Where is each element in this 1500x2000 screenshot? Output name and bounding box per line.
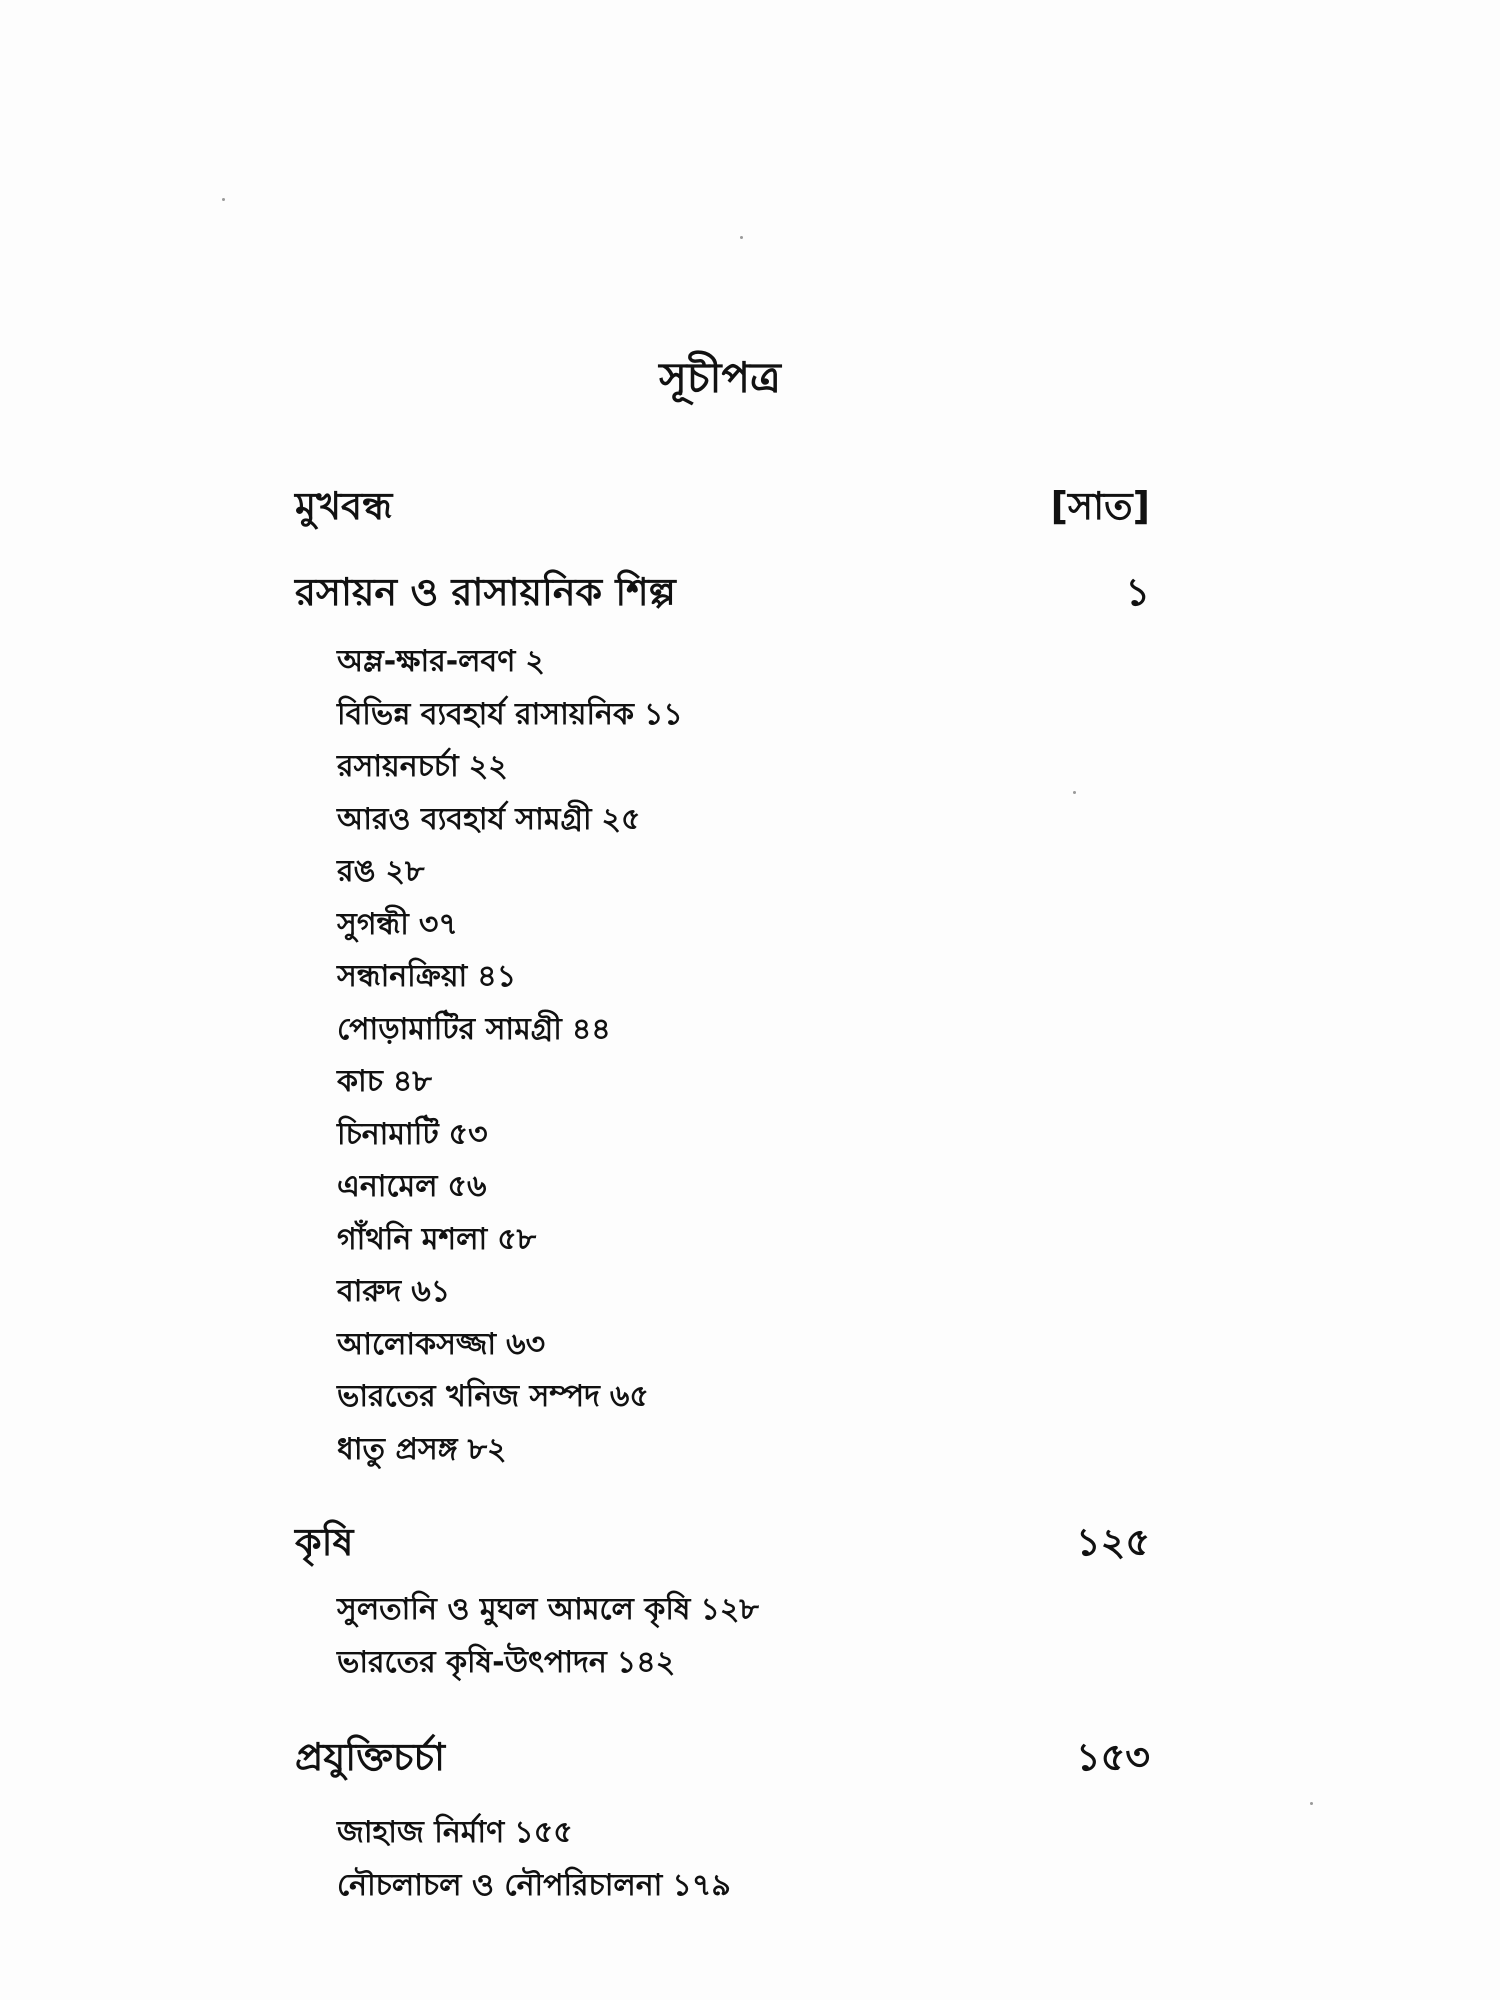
toc-entry-label: ভারতের খনিজ সম্পদ xyxy=(337,1379,600,1414)
toc-entry-label: জাহাজ নির্মাণ xyxy=(337,1815,505,1850)
toc-entry xyxy=(337,899,1150,952)
toc-entry-label: সুগন্ধী xyxy=(337,906,409,942)
toc-section xyxy=(295,1514,1150,1689)
toc-entry-page: ৬৩ xyxy=(506,1326,546,1362)
toc-section-heading xyxy=(295,1514,1150,1570)
toc-entry-label: আলোকসজ্জা xyxy=(337,1326,497,1362)
toc-entry xyxy=(337,1214,1150,1267)
toc-entry-page: ১৭৯ xyxy=(672,1867,731,1903)
toc-entry-page: ৪৪ xyxy=(571,1011,611,1047)
toc-entry xyxy=(337,1584,1150,1637)
paper-speck xyxy=(1310,1802,1313,1805)
toc-entry xyxy=(337,846,1150,899)
toc-entry-label: সন্ধানক্রিয়া xyxy=(337,959,468,994)
toc-entry-label: এনামেল xyxy=(337,1169,438,1204)
toc-section-title: প্রযুক্তিচর্চা xyxy=(295,1735,446,1779)
toc-section xyxy=(295,1729,1150,1912)
toc-subsection-list xyxy=(295,1584,1150,1689)
toc-entry xyxy=(337,1109,1150,1162)
toc-section-page: ১২৫ xyxy=(1075,1520,1150,1564)
toc-entry-label: রঙ xyxy=(337,854,376,889)
toc-entry-label: রসায়নচর্চা xyxy=(337,749,459,784)
toc-entry-page: ১২৮ xyxy=(700,1592,759,1627)
page-title: সূচীপত্র xyxy=(659,353,781,402)
toc-entry-page: ১৪২ xyxy=(616,1644,676,1680)
toc-entry-label: গাঁথনি মশলা xyxy=(337,1221,488,1257)
toc-entry-page: ৫৩ xyxy=(448,1116,488,1152)
toc-entry-page: ২২ xyxy=(468,749,508,784)
toc-entry-page: ৮২ xyxy=(467,1431,507,1467)
paper-speck xyxy=(222,198,225,201)
toc-section-heading xyxy=(295,1729,1150,1785)
toc-entry-label: ধাতু প্রসঙ্গ xyxy=(337,1431,458,1467)
toc-section-heading xyxy=(295,564,1150,620)
toc-entry-page: ২৮ xyxy=(385,854,425,889)
toc-section-page: ১ xyxy=(1125,570,1150,614)
toc-entry-page: ৫৬ xyxy=(447,1169,487,1204)
toc-entry-page: ৬৫ xyxy=(609,1379,649,1414)
toc-section-title: রসায়ন ও রাসায়নিক শিল্প xyxy=(295,570,676,614)
paper-speck xyxy=(740,236,743,239)
toc-entry xyxy=(337,636,1150,689)
toc-section-page: [সাত] xyxy=(1050,484,1150,528)
toc-entry xyxy=(337,1161,1150,1214)
toc-entry-label: আরও ব্যবহার্য সামগ্রী xyxy=(337,801,592,837)
toc-entry xyxy=(337,1004,1150,1057)
toc-entry xyxy=(337,1860,1150,1913)
toc-entry-page: ৪৮ xyxy=(392,1064,432,1099)
toc-subsection-list xyxy=(295,1807,1150,1912)
toc-subsection-list xyxy=(295,636,1150,1476)
toc-entry xyxy=(337,951,1150,1004)
toc-entry-label: বারুদ xyxy=(337,1274,402,1309)
toc-section xyxy=(295,564,1150,1476)
toc-entry-page: ৫৮ xyxy=(497,1221,537,1257)
toc-entry-page: ৪১ xyxy=(477,959,517,994)
toc-entry xyxy=(337,1056,1150,1109)
toc-entry-label: নৌচলাচল ও নৌপরিচালনা xyxy=(337,1867,663,1903)
toc-entry-label: সুলতানি ও মুঘল আমলে কৃষি xyxy=(337,1592,691,1627)
toc-entry xyxy=(337,1637,1150,1690)
toc-entry xyxy=(337,794,1150,847)
table-of-contents xyxy=(295,478,1150,1912)
toc-entry-label: কাচ xyxy=(337,1064,383,1099)
toc-section xyxy=(295,478,1150,534)
toc-entry xyxy=(337,689,1150,742)
toc-entry-label: পোড়ামাটির সামগ্রী xyxy=(337,1011,562,1047)
toc-entry-page: ২ xyxy=(525,644,545,679)
toc-entry-label: চিনামাটি xyxy=(337,1116,439,1152)
toc-entry-page: ২৫ xyxy=(601,801,641,837)
toc-entry-page: ৩৭ xyxy=(418,906,458,942)
toc-entry-label: বিভিন্ন ব্যবহার্য রাসায়নিক xyxy=(337,696,634,732)
toc-entry-page: ১৫৫ xyxy=(514,1815,573,1850)
toc-entry-page: ৬১ xyxy=(411,1274,451,1309)
toc-entry-page: ১১ xyxy=(643,696,683,732)
toc-section-heading xyxy=(295,478,1150,534)
toc-section-title: মুখবন্ধ xyxy=(295,484,393,528)
toc-entry xyxy=(337,1424,1150,1477)
toc-entry xyxy=(337,1371,1150,1424)
toc-entry xyxy=(337,741,1150,794)
toc-section-page: ১৫৩ xyxy=(1075,1735,1150,1779)
toc-section-title: কৃষি xyxy=(295,1520,354,1564)
toc-entry-label: ভারতের কৃষি-উৎপাদন xyxy=(337,1644,607,1680)
toc-entry xyxy=(337,1807,1150,1860)
toc-entry xyxy=(337,1319,1150,1372)
toc-entry-label: অম্ল-ক্ষার-লবণ xyxy=(337,644,516,679)
toc-entry xyxy=(337,1266,1150,1319)
